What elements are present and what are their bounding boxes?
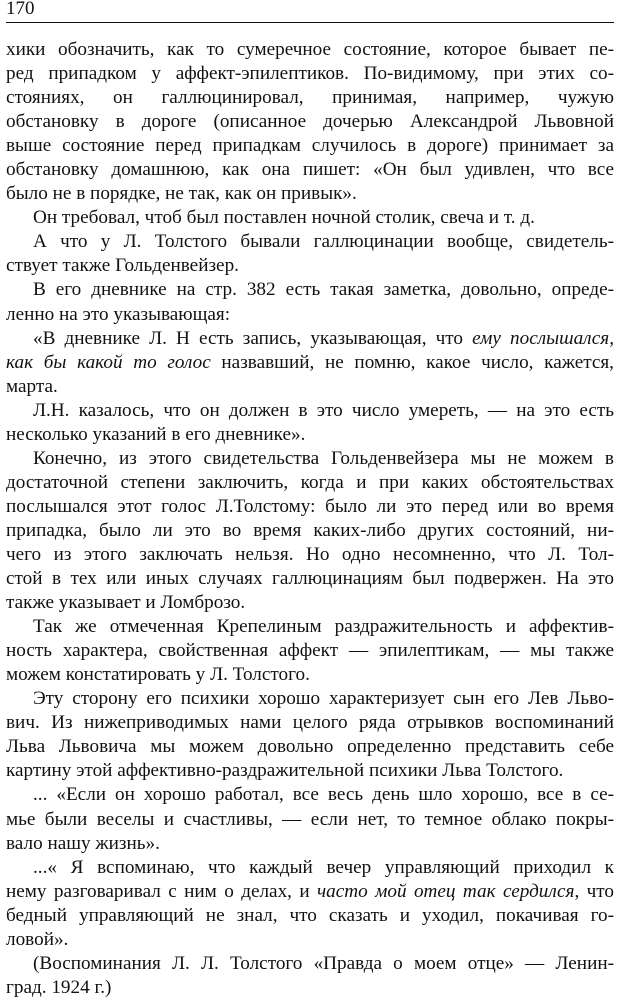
text-line [6,832,614,856]
text-segment: стояниях, он галлюцинировал, принимая, например, чужую [6,87,614,109]
text-line [6,86,614,110]
page-number: 170 [6,0,35,19]
text-segment: чего из этого заключать нельзя. Но одно несомненно, что Л. Тол- [6,543,614,565]
text-segment: ред припадком у аффект-эпилептиков. По-видимому, при этих со- [6,63,614,85]
text-segment: можем констатировать у Л. Толстого. [6,664,310,686]
text-segment: стой в тех или иных случаях галлюцинациям был подвержен. На это [6,568,614,590]
text-segment: А что у Л. Толстого бывали галлюцинации вообще, свидетель- [33,231,614,253]
text-segment: Льва Львовича мы можем довольно определенно представить себе [6,736,614,758]
text-line [6,471,614,495]
text-segment: бедный управляющий не знал, что сказать и уходил, покачивая го- [6,904,614,926]
text-line [6,230,614,254]
text-line [6,808,614,832]
text-segment: ствует также Гольденвейзер. [6,255,239,277]
text-line [6,495,614,519]
text-segment: (Воспоминания Л. Л. Толстого «Правда о моем отце» — Ленин- [33,952,614,974]
text-segment: Так же отмеченная Крепелиным раздражительность и аффектив- [33,616,614,638]
text-segment: достаточной степени заключить, когда и при каких обстоятельствах [6,471,614,493]
text-segment: Эту сторону его психики хорошо характеризует сын его Лев Льво- [33,688,614,710]
text-segment: картину этой аффективно-раздражительной психики Льва Толстого. [6,760,564,782]
text-segment: было не в порядке, не так, как он привык». [6,183,357,205]
text-segment: вало нашу жизнь». [6,832,160,854]
text-line [6,663,614,687]
text-line [6,134,614,158]
text-segment: Он требовал, чтоб был поставлен ночной столик, свеча и т. д. [33,207,535,229]
text-segment: нему разговаривал с ним о делах, и [6,880,318,902]
text-segment: хики обозначить, как то сумеречное состояние, которое бывает пе- [6,39,614,60]
text-line [6,735,614,759]
text-line [6,783,614,807]
text-line [6,351,614,375]
italic-text: ему послышался, [472,327,614,349]
text-segment: также указывает и Ломброзо. [6,592,246,614]
text-line [6,38,614,62]
text-segment: обстановку домашнюю, как она пишет: «Он был удивлен, что все [6,159,614,181]
text-segment: ... «Если он хорошо работал, все весь день шло хорошо, все в се- [33,784,614,806]
text-line [6,447,614,471]
text-segment: , что [574,880,615,902]
text-line [6,254,614,278]
text-line [6,856,614,880]
text-line [6,639,614,663]
text-line [6,399,614,423]
text-line [6,158,614,182]
text-segment: припадка, было ли это во время каких-либо других состояний, ни- [6,519,614,541]
text-segment: «В дневнике Л. Н есть запись, указывающая, что [33,327,473,349]
text-segment: назвавший, не помню, какое число, кажется, [210,351,614,373]
text-line [6,423,614,447]
italic-text: как бы какой то голос [6,351,211,373]
text-segment: ловой». [6,928,69,950]
text-line [6,206,614,230]
text-segment: несколько указаний в его дневнике». [6,423,306,445]
text-segment: мье были веселы и счастливы, — если нет, то темное облако покры- [6,808,614,830]
text-segment: В его дневнике на стр. 382 есть такая заметка, довольно, опреде- [33,279,614,301]
text-line [6,880,614,904]
text-line [6,303,614,327]
text-segment: ленно на это указывающая: [6,303,231,325]
text-segment: Конечно, из этого свидетельства Гольденвейзера мы не можем в [33,447,614,469]
text-line [6,375,614,399]
text-segment: ...« Я вспоминаю, что каждый вечер управляющий приходил к [33,856,614,878]
text-segment: обстановку в дороге (описанное дочерью Александрой Львовной [6,111,614,133]
text-line [6,687,614,711]
text-segment: град. 1924 г.) [6,976,112,998]
text-line [6,615,614,639]
page-header [6,0,614,23]
text-line [6,591,614,615]
text-line [6,62,614,86]
text-line [6,519,614,543]
text-line [6,567,614,591]
body-text [6,38,614,1000]
text-segment: вич. Из нижеприводимых нами целого ряда отрывков воспоминаний [6,712,614,734]
text-line [6,976,614,1000]
italic-text: часто мой отец так сердился [317,880,575,902]
text-segment: марта. [6,375,58,397]
text-line [6,904,614,928]
text-segment: послышался этот голос Л.Толстому: было ли это перед или во время [6,495,614,517]
text-line [6,278,614,302]
text-line [6,327,614,351]
text-line [6,928,614,952]
text-line [6,711,614,735]
text-line [6,182,614,206]
text-line [6,543,614,567]
text-segment: выше состояние перед припадкам случилось в дороге) принимает за [6,135,614,157]
text-line [6,110,614,134]
text-line [6,759,614,783]
text-line [6,952,614,976]
text-segment: ность характера, свойственная аффект — эпилептикам, — мы также [6,640,614,662]
text-segment: Л.Н. казалось, что он должен в это число умереть, — на это есть [33,399,614,421]
